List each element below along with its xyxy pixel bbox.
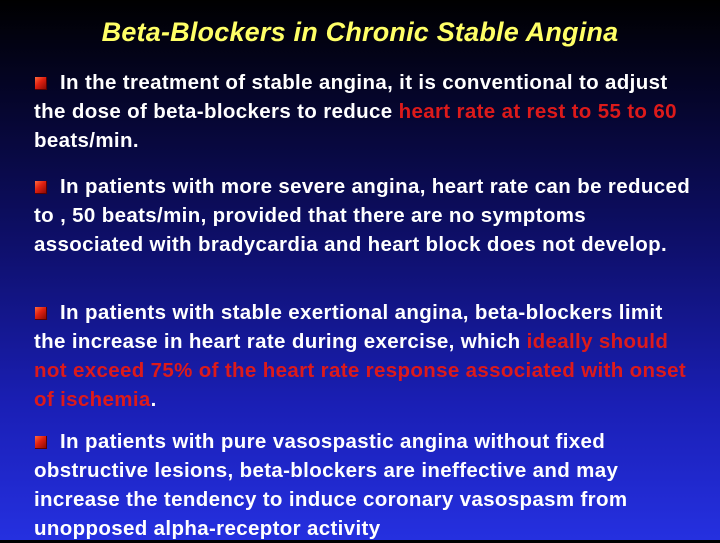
bullet-3-text-end: . (150, 388, 157, 411)
red-square-bullet-icon (35, 77, 47, 90)
red-square-bullet-icon (35, 436, 47, 449)
bullet-4-text: In patients with pure vasospastic angina without fixed obstructive lesions, beta-blockers are ineffective and may increase the tendency to induce coronary vasospasm from unopposed alpha-receptor activity (34, 430, 628, 540)
bullet-1-text: In the treatment of stable angina, it is conventional to adjust the dose of beta-blockers to reduce (34, 71, 668, 123)
bullet-3-text: In patients with stable exertional angina, beta-blockers limit the increase in heart rate during exercise, which (34, 301, 663, 353)
bullet-2-text: In patients with more severe angina, heart rate can be reduced to , 50 beats/min, provided that there are no symptoms associated with bradycardia and heart block does not develop. (34, 175, 691, 256)
slide-title: Beta-Blockers in Chronic Stable Angina (101, 17, 619, 47)
bullet-item-3 (34, 298, 694, 414)
red-square-bullet-icon (35, 307, 47, 320)
red-square-bullet-icon (35, 181, 47, 194)
bullet-1-text-end: beats/min. (34, 129, 139, 152)
bullet-item-2 (34, 172, 694, 259)
bullet-item-1 (34, 68, 694, 155)
bullet-3-highlight: ideally should not exceed 75% of the heart rate response associated with onset of ischemia (34, 330, 687, 411)
bullet-item-4 (34, 427, 694, 543)
bullet-1-highlight: heart rate at rest to 55 to 60 (398, 100, 677, 123)
